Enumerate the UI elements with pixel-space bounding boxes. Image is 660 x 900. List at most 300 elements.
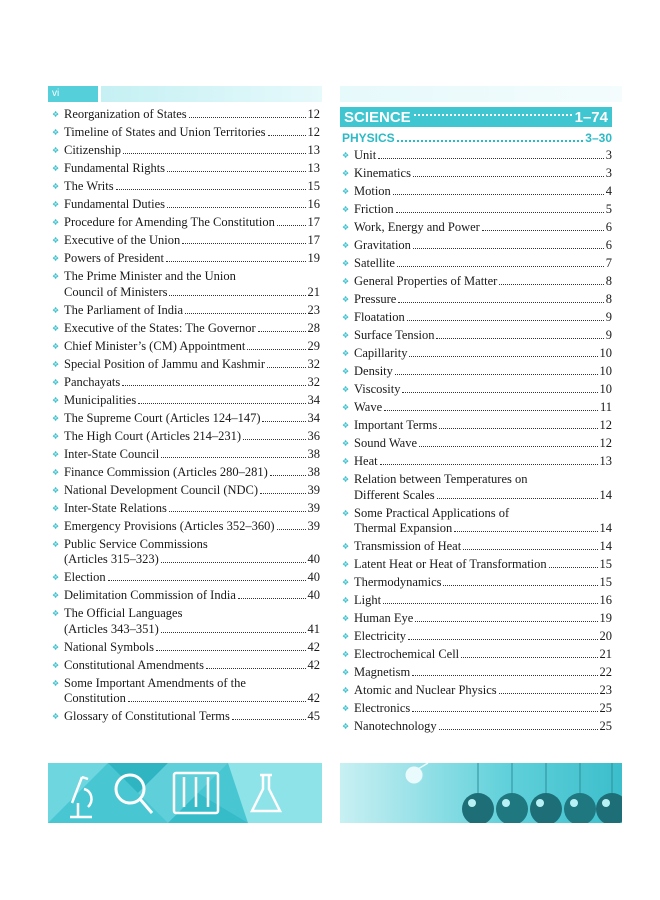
entry-page-number: 4 <box>605 184 612 198</box>
toc-entry <box>52 357 320 373</box>
entry-title: Electricity <box>354 629 407 643</box>
leader-dots <box>412 711 597 712</box>
diamond-bullet-icon: ❖ <box>52 660 60 670</box>
entry-title: The Official Languages <box>64 606 183 620</box>
diamond-bullet-icon: ❖ <box>52 236 60 245</box>
entry-page-number: 23 <box>599 683 612 697</box>
diamond-bullet-icon: ❖ <box>342 151 350 160</box>
diamond-bullet-icon: ❖ <box>342 508 350 518</box>
entry-title: Glossary of Constitutional Terms <box>64 709 230 723</box>
entry-title: The Prime Minister and the Union <box>64 269 236 283</box>
leader-dots <box>185 313 305 314</box>
entry-title: Friction <box>354 202 394 216</box>
newtons-cradle-illustration <box>340 763 622 823</box>
entry-page-number: 14 <box>599 539 612 553</box>
entry-title: Finance Commission (Articles 280–281) <box>64 464 268 479</box>
leader-dots <box>277 529 306 530</box>
diamond-bullet-icon: ❖ <box>52 467 60 477</box>
entry-title: Viscosity <box>354 382 401 396</box>
leader-dots <box>436 338 603 339</box>
diamond-bullet-icon: ❖ <box>52 395 60 405</box>
science-section-heading <box>340 107 612 127</box>
entry-page-number: 6 <box>605 238 612 252</box>
entry-title: Motion <box>354 184 391 198</box>
toc-entry <box>342 611 612 627</box>
diamond-bullet-icon: ❖ <box>342 632 350 641</box>
entry-title: Electronics <box>354 701 411 715</box>
entry-page-number: 16 <box>307 197 320 211</box>
entry-page-number: 39 <box>307 518 320 533</box>
leader-dots <box>238 598 306 599</box>
entry-page-number: 45 <box>307 709 320 723</box>
leader-dots <box>499 693 598 694</box>
diamond-bullet-icon: ❖ <box>342 614 350 623</box>
header-bar-right <box>340 86 622 102</box>
entry-page-number: 38 <box>307 446 320 461</box>
entry-page-number: 8 <box>605 274 612 288</box>
toc-entry <box>342 629 612 645</box>
leader-dots <box>258 331 306 332</box>
leader-dots <box>138 403 305 404</box>
entry-title: Executive of the Union <box>64 233 181 247</box>
diamond-bullet-icon: ❖ <box>342 457 350 466</box>
leader-dots <box>414 114 572 116</box>
toc-entry <box>52 197 320 213</box>
entry-page-number: 13 <box>307 143 320 157</box>
entry-page-number: 13 <box>307 161 320 175</box>
entry-title: Human Eye <box>354 611 414 625</box>
leader-dots <box>232 719 306 720</box>
leader-dots <box>380 464 598 465</box>
entry-page-number: 11 <box>599 400 612 414</box>
entry-page-number: 14 <box>599 487 612 502</box>
toc-entry <box>342 418 612 434</box>
diamond-bullet-icon: ❖ <box>52 503 60 513</box>
entry-title: Panchayats <box>64 374 121 389</box>
entry-page-number: 42 <box>307 691 320 705</box>
entry-title: Pressure <box>354 292 397 306</box>
toc-entry <box>342 436 612 452</box>
entry-page-number: 32 <box>307 374 320 389</box>
leader-dots <box>122 385 305 386</box>
toc-entry <box>342 220 612 236</box>
diamond-bullet-icon: ❖ <box>342 205 350 214</box>
entry-page-number: 32 <box>307 356 320 371</box>
entry-page-number: 25 <box>599 719 612 733</box>
leader-dots <box>116 189 306 190</box>
entry-title: General Properties of Matter <box>354 274 498 288</box>
entry-title: Delimitation Commission of India <box>64 588 236 602</box>
entry-title: Constitutional Amendments <box>64 657 204 672</box>
diamond-bullet-icon: ❖ <box>342 403 350 412</box>
entry-title: Thermal Expansion <box>354 521 453 535</box>
toc-entry <box>342 346 612 362</box>
entry-title: Timeline of States and Union Territories <box>64 125 266 139</box>
leader-dots <box>437 498 598 499</box>
diamond-bullet-icon: ❖ <box>342 686 350 695</box>
diamond-bullet-icon: ❖ <box>52 431 60 441</box>
leader-dots <box>384 410 598 411</box>
leader-dots <box>169 295 305 296</box>
entry-page-number: 38 <box>307 464 320 479</box>
entry-page-number: 42 <box>307 657 320 672</box>
entry-title: Executive of the States: The Governor <box>64 320 256 335</box>
entry-page-number: 5 <box>605 202 612 216</box>
diamond-bullet-icon: ❖ <box>52 413 60 423</box>
leader-dots <box>549 567 598 568</box>
toc-entry <box>342 364 612 380</box>
toc-entry <box>342 539 612 555</box>
toc-entry <box>342 328 612 344</box>
diamond-bullet-icon: ❖ <box>52 218 60 227</box>
entry-page-number: 7 <box>605 256 612 270</box>
diamond-bullet-icon: ❖ <box>342 385 350 394</box>
entry-title: Work, Energy and Power <box>354 220 480 234</box>
diamond-bullet-icon: ❖ <box>342 331 350 340</box>
leader-dots <box>482 230 604 231</box>
leader-dots <box>407 320 604 321</box>
entry-title: Council of Ministers <box>64 284 168 299</box>
toc-entry <box>52 269 320 300</box>
entry-title: Electrochemical Cell <box>354 647 460 661</box>
leader-dots <box>443 585 597 586</box>
entry-title: Transmission of Heat <box>354 539 462 553</box>
entry-page-number: 9 <box>605 328 612 342</box>
entry-page-number: 29 <box>307 338 320 353</box>
leader-dots <box>243 439 305 440</box>
entry-title: Kinematics <box>354 166 411 180</box>
toc-entry <box>52 570 320 586</box>
entry-title: Chief Minister’s (CM) Appointment <box>64 338 246 353</box>
toc-entry <box>342 274 612 290</box>
diamond-bullet-icon: ❖ <box>342 367 350 376</box>
entry-page-number: 3 <box>605 148 612 162</box>
toc-entry <box>52 321 320 337</box>
leader-dots <box>166 261 306 262</box>
entry-title: Inter-State Council <box>64 446 160 461</box>
science-pages: 1–74 <box>574 108 608 126</box>
entry-title: Gravitation <box>354 238 411 252</box>
entry-title: Municipalities <box>64 392 137 407</box>
toc-entry <box>52 161 320 177</box>
diamond-bullet-icon: ❖ <box>342 349 350 358</box>
leader-dots <box>397 140 584 142</box>
diamond-bullet-icon: ❖ <box>342 421 350 430</box>
entry-page-number: 23 <box>307 302 320 317</box>
entry-page-number: 10 <box>599 346 612 360</box>
diamond-bullet-icon: ❖ <box>342 313 350 322</box>
diamond-bullet-icon: ❖ <box>342 650 350 659</box>
entry-title: Public Service Commissions <box>64 536 208 551</box>
entry-title: Fundamental Rights <box>64 161 166 175</box>
leader-dots <box>247 349 305 350</box>
diamond-bullet-icon: ❖ <box>342 223 350 232</box>
diamond-bullet-icon: ❖ <box>52 521 60 531</box>
leader-dots <box>161 562 306 563</box>
diamond-bullet-icon: ❖ <box>52 485 60 495</box>
leader-dots <box>398 302 603 303</box>
entry-page-number: 36 <box>307 428 320 443</box>
leader-dots <box>169 511 306 512</box>
toc-entry <box>52 411 320 427</box>
toc-entry <box>52 233 320 249</box>
toc-entry <box>342 400 612 416</box>
toc-entry <box>52 606 320 637</box>
leader-dots <box>128 701 306 702</box>
toc-entry <box>52 393 320 409</box>
entry-page-number: 40 <box>307 570 320 584</box>
entry-title: Unit <box>354 148 377 162</box>
toc-entry <box>52 588 320 604</box>
diamond-bullet-icon: ❖ <box>52 359 60 369</box>
toc-entry <box>342 184 612 200</box>
leader-dots <box>161 457 305 458</box>
page-number: vi <box>52 88 60 99</box>
entry-page-number: 15 <box>599 557 612 571</box>
toc-entry <box>342 593 612 609</box>
entry-title: Magnetism <box>354 665 411 679</box>
leader-dots <box>409 356 597 357</box>
leader-dots <box>262 421 305 422</box>
leader-dots <box>123 153 306 154</box>
entry-title: Atomic and Nuclear Physics <box>354 683 497 697</box>
toc-entry <box>342 701 612 717</box>
leader-dots <box>439 428 597 429</box>
entry-page-number: 40 <box>307 552 320 566</box>
leader-dots <box>206 668 306 669</box>
diamond-bullet-icon: ❖ <box>342 295 350 304</box>
entry-page-number: 10 <box>599 382 612 396</box>
entry-title: Light <box>354 593 382 607</box>
entry-title: The High Court (Articles 214–231) <box>64 428 242 443</box>
entry-title: Surface Tension <box>354 328 435 342</box>
entry-title: Capillarity <box>354 346 408 360</box>
entry-page-number: 10 <box>599 364 612 378</box>
entry-page-number: 19 <box>599 611 612 625</box>
entry-title: (Articles 315–323) <box>64 552 159 566</box>
diamond-bullet-icon: ❖ <box>52 272 60 281</box>
diamond-bullet-icon: ❖ <box>52 182 60 191</box>
physics-title: PHYSICS <box>342 131 395 145</box>
entry-page-number: 12 <box>599 436 612 450</box>
entry-title: National Symbols <box>64 639 154 654</box>
toc-entry <box>52 658 320 674</box>
toc-entry <box>52 676 320 707</box>
diamond-bullet-icon: ❖ <box>342 277 350 286</box>
entry-page-number: 6 <box>605 220 612 234</box>
leader-dots <box>419 446 598 447</box>
toc-entry <box>52 640 320 656</box>
leader-dots <box>461 657 597 658</box>
diamond-bullet-icon: ❖ <box>52 678 60 688</box>
diamond-bullet-icon: ❖ <box>342 668 350 677</box>
diamond-bullet-icon: ❖ <box>342 578 350 587</box>
leader-dots <box>260 493 305 494</box>
header-separator <box>98 86 101 102</box>
toc-entry <box>342 665 612 681</box>
toc-entry <box>342 454 612 470</box>
diamond-bullet-icon: ❖ <box>342 169 350 178</box>
leader-dots <box>408 639 597 640</box>
entry-page-number: 21 <box>307 284 320 299</box>
entry-title: Thermodynamics <box>354 575 442 589</box>
leader-dots <box>454 531 597 532</box>
entry-title: Heat <box>354 454 378 468</box>
leader-dots <box>393 194 604 195</box>
toc-entry <box>342 557 612 573</box>
entry-title: Latent Heat or Heat of Transformation <box>354 557 547 571</box>
toc-entry <box>342 202 612 218</box>
entry-page-number: 3 <box>605 166 612 180</box>
leader-dots <box>161 632 306 633</box>
leader-dots <box>268 135 306 136</box>
entry-page-number: 17 <box>307 215 320 229</box>
entry-page-number: 34 <box>307 410 320 425</box>
diamond-bullet-icon: ❖ <box>342 259 350 268</box>
entry-page-number: 12 <box>599 418 612 432</box>
entry-page-number: 39 <box>307 500 320 515</box>
entry-page-number: 13 <box>599 454 612 468</box>
leader-dots <box>270 475 306 476</box>
diamond-bullet-icon: ❖ <box>52 146 60 155</box>
toc-entry <box>342 575 612 591</box>
diamond-bullet-icon: ❖ <box>52 110 60 119</box>
toc-entry <box>52 483 320 499</box>
diamond-bullet-icon: ❖ <box>342 187 350 196</box>
entry-title: Wave <box>354 400 383 414</box>
diamond-bullet-icon: ❖ <box>342 542 350 551</box>
toc-entry <box>342 506 612 537</box>
toc-entry <box>342 238 612 254</box>
newtons-cradle-banner <box>340 763 622 823</box>
toc-entry <box>342 148 612 164</box>
physics-pages: 3–30 <box>585 131 612 145</box>
entry-title: (Articles 343–351) <box>64 621 159 636</box>
entry-title: Floatation <box>354 310 405 324</box>
entry-title: Powers of President <box>64 251 164 265</box>
entry-page-number: 15 <box>307 179 320 193</box>
entry-title: Density <box>354 364 393 378</box>
toc-entry <box>52 107 320 123</box>
toc-entry <box>52 179 320 195</box>
toc-entry <box>342 166 612 182</box>
physics-subheading <box>342 131 612 145</box>
toc-entry <box>342 292 612 308</box>
toc-entry <box>52 537 320 568</box>
diamond-bullet-icon: ❖ <box>342 560 350 569</box>
entry-title: Important Terms <box>354 418 438 432</box>
entry-title: Sound Wave <box>354 436 417 450</box>
toc-left-column <box>52 107 320 727</box>
toc-entry <box>52 303 320 319</box>
leader-dots <box>108 580 306 581</box>
toc-entry <box>342 683 612 699</box>
entry-title: Citizenship <box>64 143 121 157</box>
diamond-bullet-icon: ❖ <box>52 591 60 600</box>
diamond-bullet-icon: ❖ <box>52 200 60 209</box>
entry-title: Fundamental Duties <box>64 197 166 211</box>
diamond-bullet-icon: ❖ <box>342 704 350 713</box>
leader-dots <box>277 225 306 226</box>
toc-entry <box>52 429 320 445</box>
diamond-bullet-icon: ❖ <box>342 722 350 731</box>
toc-entry <box>52 709 320 725</box>
diamond-bullet-icon: ❖ <box>52 377 60 387</box>
entry-title: Procedure for Amending The Constitution <box>64 215 275 229</box>
entry-title: National Development Council (NDC) <box>64 482 259 497</box>
entry-page-number: 21 <box>599 647 612 661</box>
leader-dots <box>463 549 597 550</box>
entry-title: Inter-State Relations <box>64 500 167 515</box>
toc-entry <box>52 215 320 231</box>
diamond-bullet-icon: ❖ <box>52 323 60 333</box>
entry-page-number: 39 <box>307 482 320 497</box>
toc-entry <box>342 256 612 272</box>
toc-entry <box>342 472 612 503</box>
entry-title: Emergency Provisions (Articles 352–360) <box>64 518 275 533</box>
leader-dots <box>413 176 604 177</box>
entry-page-number: 34 <box>307 392 320 407</box>
entry-page-number: 16 <box>599 593 612 607</box>
diamond-bullet-icon: ❖ <box>52 254 60 263</box>
entry-title: The Writs <box>64 179 114 193</box>
toc-entry <box>52 143 320 159</box>
leader-dots <box>156 650 306 651</box>
leader-dots <box>415 621 597 622</box>
entry-title: Satellite <box>354 256 395 270</box>
toc-entry <box>52 465 320 481</box>
entry-page-number: 25 <box>599 701 612 715</box>
diamond-bullet-icon: ❖ <box>52 642 60 652</box>
entry-page-number: 41 <box>307 621 320 636</box>
diamond-bullet-icon: ❖ <box>342 475 350 484</box>
toc-entry <box>52 501 320 517</box>
leader-dots <box>396 212 604 213</box>
diamond-bullet-icon: ❖ <box>52 449 60 459</box>
entry-title: Some Important Amendments of the <box>64 675 246 690</box>
entry-page-number: 12 <box>307 107 320 121</box>
toc-entry <box>52 251 320 267</box>
diamond-bullet-icon: ❖ <box>52 609 60 618</box>
entry-page-number: 19 <box>307 251 320 265</box>
toc-right-column <box>342 107 612 737</box>
entry-page-number: 22 <box>599 665 612 679</box>
science-title: SCIENCE <box>344 108 411 126</box>
diamond-bullet-icon: ❖ <box>52 573 60 582</box>
entry-title: Nanotechnology <box>354 719 437 733</box>
entry-title: The Supreme Court (Articles 124–147) <box>64 410 261 425</box>
leader-dots <box>267 367 305 368</box>
toc-entry <box>342 647 612 663</box>
diamond-bullet-icon: ❖ <box>52 539 60 549</box>
diamond-bullet-icon: ❖ <box>52 341 60 351</box>
entry-page-number: 20 <box>599 629 612 643</box>
leader-dots <box>383 603 597 604</box>
lab-equipment-illustration <box>48 763 322 823</box>
toc-entry <box>52 125 320 141</box>
leader-dots <box>412 675 597 676</box>
leader-dots <box>402 392 597 393</box>
entry-page-number: 15 <box>599 575 612 589</box>
leader-dots <box>378 158 604 159</box>
entry-title: Relation between Temperatures on <box>354 472 528 486</box>
science-lab-banner <box>48 763 322 823</box>
leader-dots <box>167 171 305 172</box>
toc-entry <box>52 375 320 391</box>
toc-entry <box>342 382 612 398</box>
entry-title: Election <box>64 570 106 584</box>
leader-dots <box>439 729 598 730</box>
